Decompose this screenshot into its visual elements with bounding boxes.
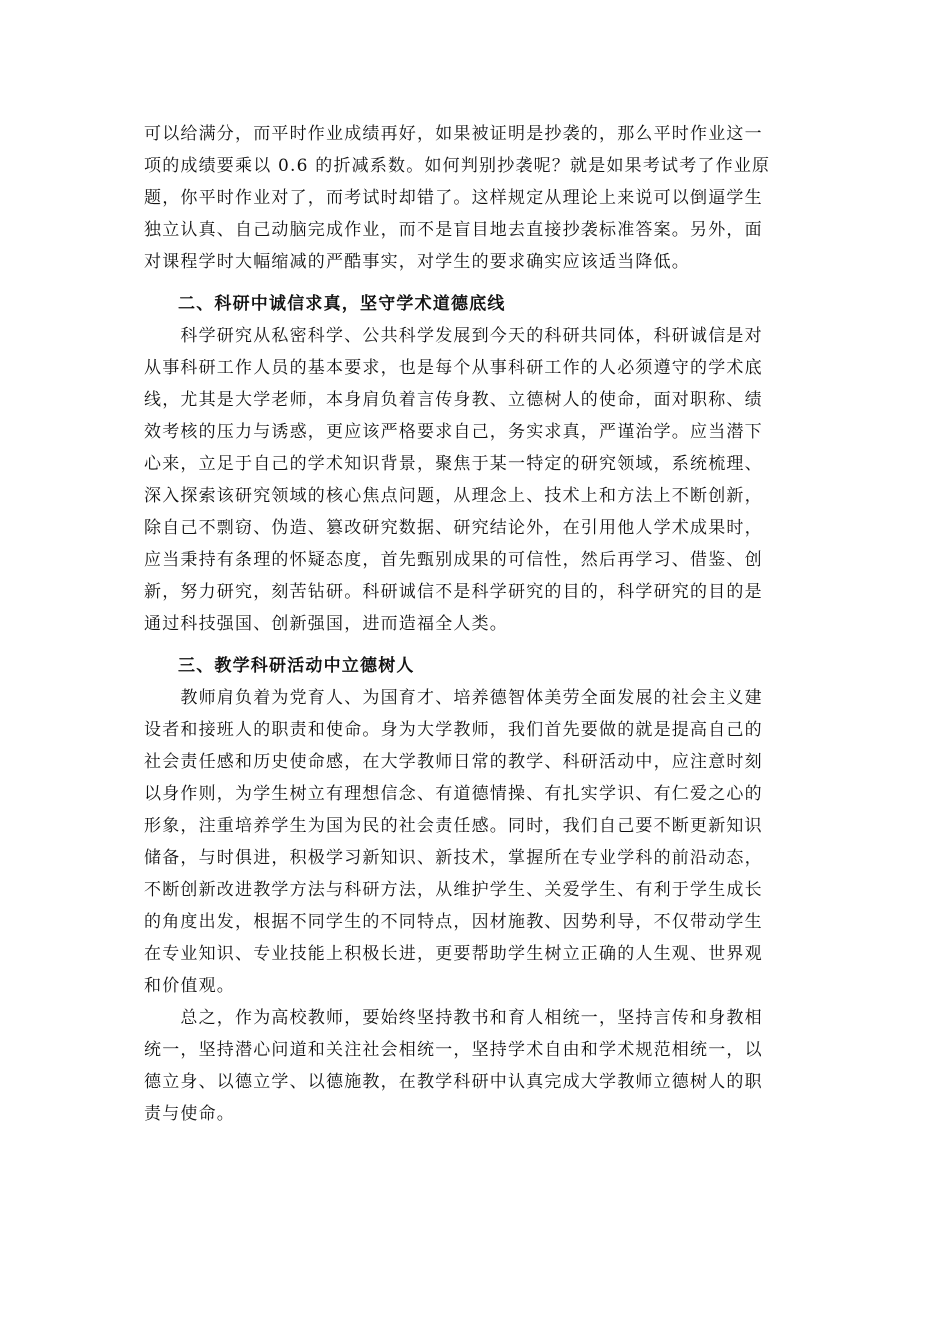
- text-line: 形象，注重培养学生为国为民的社会责任感。同时，我们自己要不断更新知识: [144, 816, 763, 836]
- text-line: 从事科研工作人员的基本要求，也是每个从事科研工作的人必须遵守的学术底: [144, 358, 763, 378]
- text-line: 对课程学时大幅缩减的严酷事实，对学生的要求确实应该适当降低。: [144, 252, 690, 272]
- section-2-paragraph: [144, 320, 808, 640]
- text-line: 科学研究从私密科学、公共科学发展到今天的科研共同体，科研诚信是对: [144, 326, 763, 346]
- text-line: 线，尤其是大学老师，本身肩负着言传身教、立德树人的使命，面对职称、绩: [144, 390, 763, 410]
- text-line: 项的成绩要乘以 0.6 的折减系数。如何判别抄袭呢？就是如果考试考了作业原: [144, 156, 771, 176]
- text-line: 的角度出发，根据不同学生的不同特点，因材施教、因势利导，不仅带动学生: [144, 912, 763, 932]
- section-3-heading: 三、教学科研活动中立德树人: [178, 656, 415, 676]
- text-line: 在专业知识、专业技能上积极长进，更要帮助学生树立正确的人生观、世界观: [144, 944, 763, 964]
- text-line: 可以给满分，而平时作业成绩再好，如果被证明是抄袭的，那么平时作业这一: [144, 124, 763, 144]
- text-line: 总之，作为高校教师，要始终坚持教书和育人相统一，坚持言传和身教相: [144, 1008, 763, 1028]
- text-line: 深入探索该研究领域的核心焦点问题，从理念上、技术上和方法上不断创新，: [144, 486, 763, 506]
- text-line: 心来，立足于自己的学术知识背景，聚焦于某一特定的研究领域，系统梳理、: [144, 454, 763, 474]
- text-line: 责与使命。: [144, 1104, 235, 1124]
- text-line: 统一，坚持潜心问道和关注社会相统一，坚持学术自由和学术规范相统一，以: [144, 1040, 763, 1060]
- conclusion-paragraph: [144, 1002, 808, 1130]
- intro-paragraph: [144, 118, 808, 278]
- section-3-paragraph: [144, 682, 808, 1002]
- text-line: 储备，与时俱进，积极学习新知识、新技术，掌握所在专业学科的前沿动态，: [144, 848, 763, 868]
- section-2-heading: 二、科研中诚信求真，坚守学术道德底线: [178, 294, 506, 314]
- text-line: 通过科技强国、创新强国，进而造福全人类。: [144, 614, 508, 634]
- text-line: 应当秉持有条理的怀疑态度，首先甄别成果的可信性，然后再学习、借鉴、创: [144, 550, 763, 570]
- text-line: 德立身、以德立学、以德施教，在教学科研中认真完成大学教师立德树人的职: [144, 1072, 763, 1092]
- text-line: 社会责任感和历史使命感，在大学教师日常的教学、科研活动中，应注意时刻: [144, 752, 763, 772]
- document-body: [144, 118, 808, 1130]
- text-line: 和价值观。: [144, 976, 235, 996]
- text-line: 教师肩负着为党育人、为国育才、培养德智体美劳全面发展的社会主义建: [144, 688, 763, 708]
- text-line: 不断创新改进教学方法与科研方法，从维护学生、关爱学生、有利于学生成长: [144, 880, 763, 900]
- text-line: 以身作则，为学生树立有理想信念、有道德情操、有扎实学识、有仁爱之心的: [144, 784, 763, 804]
- text-line: 设者和接班人的职责和使命。身为大学教师，我们首先要做的就是提高自己的: [144, 720, 763, 740]
- text-line: 新，努力研究，刻苦钻研。科研诚信不是科学研究的目的，科学研究的目的是: [144, 582, 763, 602]
- text-line: 除自己不剽窃、伪造、篡改研究数据、研究结论外，在引用他人学术成果时，: [144, 518, 763, 538]
- text-line: 题，你平时作业对了，而考试时却错了。这样规定从理论上来说可以倒逼学生: [144, 188, 763, 208]
- text-line: 独立认真、自己动脑完成作业，而不是盲目地去直接抄袭标准答案。另外，面: [144, 220, 763, 240]
- text-line: 效考核的压力与诱惑，更应该严格要求自己，务实求真，严谨治学。应当潜下: [144, 422, 763, 442]
